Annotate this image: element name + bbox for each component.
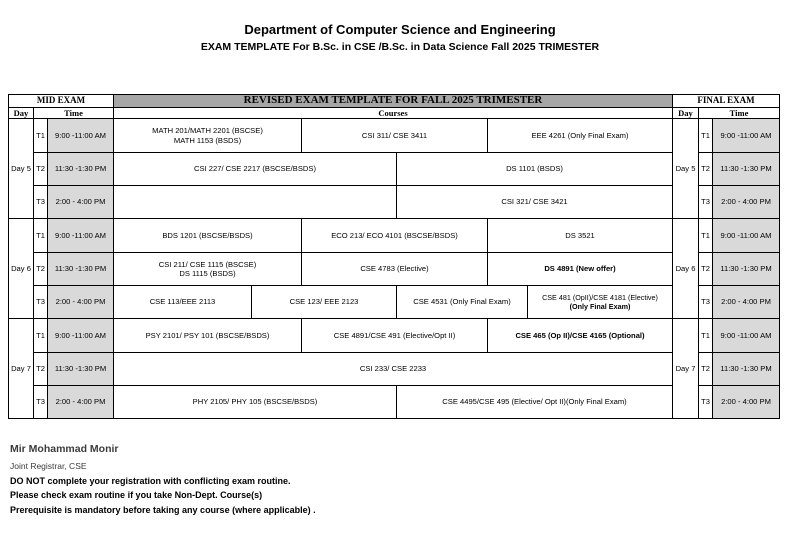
day-header-right: Day — [672, 107, 699, 119]
course-cell: BDS 1201 (BSCSE/BSDS) — [113, 218, 302, 253]
course-cell: DS 4891 (New offer) — [487, 252, 673, 286]
slot-label: T2 — [33, 252, 48, 286]
slot-label: T1 — [698, 318, 713, 353]
course-cell: DS 1101 (BSDS) — [396, 152, 673, 186]
time-cell: 11:30 -1:30 PM — [47, 252, 114, 286]
time-cell: 9:00 -11:00 AM — [47, 318, 114, 353]
time-cell: 11:30 -1:30 PM — [47, 352, 114, 386]
time-cell: 2:00 - 4:00 PM — [712, 285, 780, 319]
signatory-name: Mir Mohammad Monir — [10, 443, 119, 455]
revised-template-header: REVISED EXAM TEMPLATE FOR FALL 2025 TRIMESTER — [113, 94, 673, 108]
course-cell-empty — [113, 185, 397, 219]
time-cell: 11:30 -1:30 PM — [712, 252, 780, 286]
day-label-right: Day 5 — [672, 118, 699, 219]
time-cell: 9:00 -11:00 AM — [47, 218, 114, 253]
course-line: (Only Final Exam) — [569, 302, 631, 311]
day-label-left: Day 5 — [8, 118, 34, 219]
time-cell: 11:30 -1:30 PM — [712, 352, 780, 386]
course-cell — [113, 118, 302, 153]
slot-label: T3 — [698, 385, 713, 419]
courses-header: Courses — [113, 107, 673, 119]
exam-template-subtitle: EXAM TEMPLATE For B.Sc. in CSE /B.Sc. in Data Science Fall 2025 TRIMESTER — [200, 41, 600, 53]
time-cell: 2:00 - 4:00 PM — [712, 385, 780, 419]
slot-label: T3 — [33, 285, 48, 319]
slot-label: T1 — [33, 218, 48, 253]
day-label-left: Day 6 — [8, 218, 34, 319]
signatory-title: Joint Registrar, CSE — [10, 461, 87, 471]
slot-label: T1 — [33, 318, 48, 353]
course-cell: CSI 227/ CSE 2217 (BSCSE/BSDS) — [113, 152, 397, 186]
day-label-right: Day 6 — [672, 218, 699, 319]
course-cell: CSI 311/ CSE 3411 — [301, 118, 488, 153]
time-cell: 11:30 -1:30 PM — [47, 152, 114, 186]
slot-label: T2 — [698, 252, 713, 286]
course-cell: DS 3521 — [487, 218, 673, 253]
course-line: CSI 211/ CSE 1115 (BSCSE) — [158, 259, 257, 269]
course-cell — [113, 252, 302, 286]
course-line: MATH 201/MATH 2201 (BSCSE) — [152, 126, 263, 136]
slot-label: T1 — [698, 218, 713, 253]
slot-label: T2 — [33, 352, 48, 386]
time-cell: 9:00 -11:00 AM — [712, 118, 780, 153]
time-cell: 9:00 -11:00 AM — [47, 118, 114, 153]
course-cell: CSE 4495/CSE 495 (Elective/ Opt II)(Only Final Exam) — [396, 385, 673, 419]
time-cell: 9:00 -11:00 AM — [712, 218, 780, 253]
time-cell: 2:00 - 4:00 PM — [47, 385, 114, 419]
course-cell: CSE 113/EEE 2113 — [113, 285, 252, 319]
course-line: DS 1115 (BSDS) — [179, 269, 236, 278]
slot-label: T2 — [698, 352, 713, 386]
slot-label: T2 — [33, 152, 48, 186]
course-cell: PHY 2105/ PHY 105 (BSCSE/BSDS) — [113, 385, 397, 419]
course-cell: CSI 233/ CSE 2233 — [113, 352, 673, 386]
time-cell: 2:00 - 4:00 PM — [47, 185, 114, 219]
course-cell: CSE 4891/CSE 491 (Elective/Opt II) — [301, 318, 488, 353]
time-header-left: Time — [33, 107, 114, 119]
time-cell: 2:00 - 4:00 PM — [47, 285, 114, 319]
course-cell: ECO 213/ ECO 4101 (BSCSE/BSDS) — [301, 218, 488, 253]
slot-label: T2 — [698, 152, 713, 186]
slot-label: T3 — [698, 285, 713, 319]
time-cell: 11:30 -1:30 PM — [712, 152, 780, 186]
course-cell: PSY 2101/ PSY 101 (BSCSE/BSDS) — [113, 318, 302, 353]
notice-line: Please check exam routine if you take Non-Dept. Course(s) — [10, 490, 263, 500]
time-cell: 9:00 -11:00 AM — [712, 318, 780, 353]
course-cell: CSI 321/ CSE 3421 — [396, 185, 673, 219]
slot-label: T1 — [698, 118, 713, 153]
course-cell: CSE 465 (Op II)/CSE 4165 (Optional) — [487, 318, 673, 353]
time-header-right: Time — [698, 107, 780, 119]
notice-line: DO NOT complete your registration with conflicting exam routine. — [10, 476, 291, 486]
course-cell: CSE 123/ EEE 2123 — [251, 285, 397, 319]
notice-line: Prerequisite is mandatory before taking any course (where applicable) . — [10, 505, 316, 515]
day-label-left: Day 7 — [8, 318, 34, 419]
slot-label: T3 — [33, 385, 48, 419]
mid-exam-header: MID EXAM — [8, 94, 114, 108]
slot-label: T3 — [33, 185, 48, 219]
day-header-left: Day — [8, 107, 34, 119]
day-label-right: Day 7 — [672, 318, 699, 419]
course-line: MATH 1153 (BSDS) — [173, 135, 242, 145]
course-cell: EEE 4261 (Only Final Exam) — [487, 118, 673, 153]
final-exam-header: FINAL EXAM — [672, 94, 780, 108]
course-cell — [527, 285, 673, 319]
course-cell: CSE 4783 (Elective) — [301, 252, 488, 286]
department-title: Department of Computer Science and Engineering — [244, 22, 556, 37]
slot-label: T1 — [33, 118, 48, 153]
course-cell: CSE 4531 (Only Final Exam) — [396, 285, 528, 319]
time-cell: 2:00 - 4:00 PM — [712, 185, 780, 219]
slot-label: T3 — [698, 185, 713, 219]
course-line: CSE 481 (OpII)/CSE 4181 (Elective) — [542, 293, 658, 302]
